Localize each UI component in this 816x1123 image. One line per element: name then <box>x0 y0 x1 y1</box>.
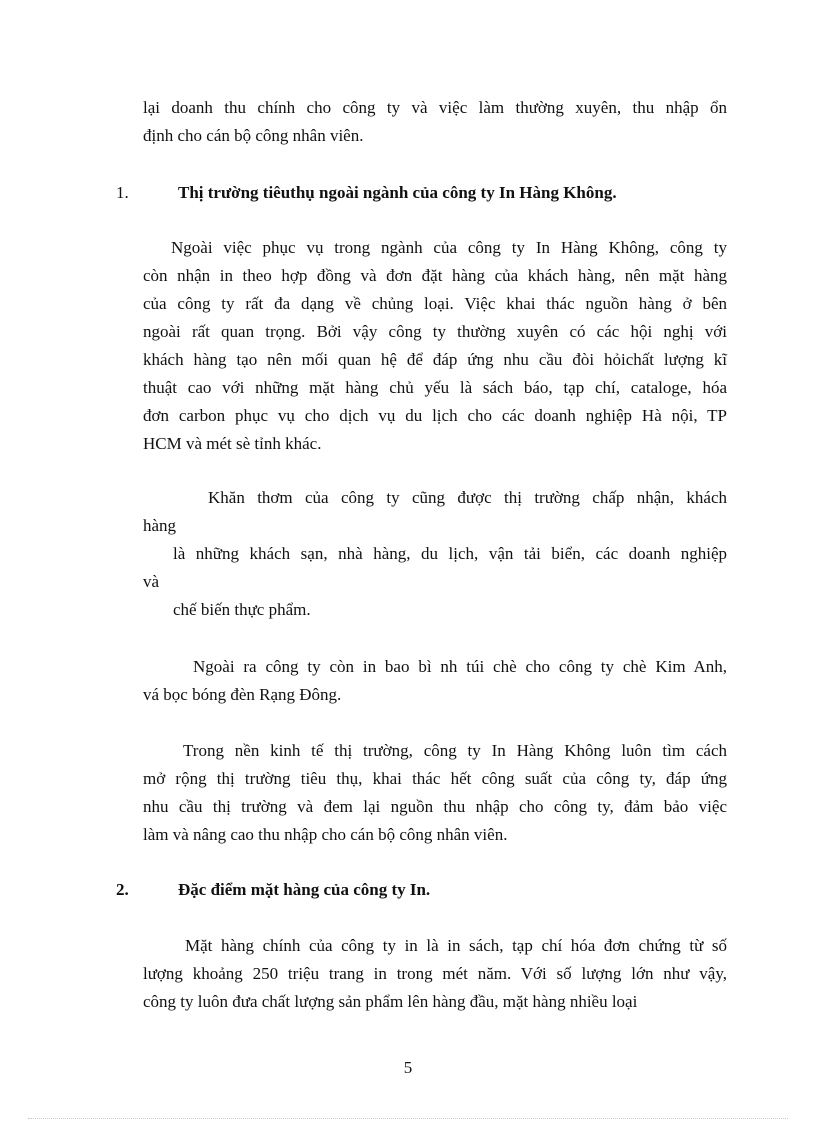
paragraph-line: Khăn thơm của công ty cũng được thị trường chấp nhận, khách <box>208 488 727 507</box>
footer-divider <box>28 1118 788 1119</box>
paragraph-line: mở rộng thị trường tiêu thụ, khai thác hết công suất của công ty, đáp ứng <box>143 769 727 788</box>
paragraph-line: định cho cán bộ công nhân viên. <box>143 126 364 145</box>
paragraph-line: Ngoài việc phục vụ trong ngành của công ty In Hàng Không, công ty <box>171 238 727 257</box>
paragraph-line: Mặt hàng chính của công ty in là in sách, tạp chí hóa đơn chứng từ số <box>185 936 727 955</box>
section-number: 2. <box>116 880 129 899</box>
section-heading: Thị trường tiêuthụ ngoài ngành của công ty In Hàng Không. <box>178 183 617 202</box>
paragraph-line: lại doanh thu chính cho công ty và việc làm thường xuyên, thu nhập ổn <box>143 98 727 117</box>
paragraph-line: của công ty rất đa dạng về chủng loại. Việc khai thác nguồn hàng ở bên <box>143 294 727 313</box>
paragraph-line: thuật cao với những mặt hàng chủ yếu là sách báo, tạp chí, cataloge, hóa <box>143 378 727 397</box>
paragraph-line: làm và nâng cao thu nhập cho cán bộ công nhân viên. <box>143 825 508 844</box>
paragraph-line: nhu cầu thị trường và đem lại nguồn thu nhập cho công ty, đảm bảo việc <box>143 797 727 816</box>
paragraph-line: HCM và mét sè tỉnh khác. <box>143 434 322 453</box>
paragraph-line: hàng <box>143 516 177 535</box>
page-number: 5 <box>403 1058 413 1077</box>
paragraph-line: lượng khoảng 250 triệu trang in trong mét năm. Với số lượng lớn như vậy, <box>143 964 727 983</box>
paragraph-line: khách hàng tạo nên mối quan hệ để đáp ứng nhu cầu đòi hỏichất lượng kĩ <box>143 350 727 369</box>
paragraph-line: Ngoài ra công ty còn in bao bì nh túi chè cho công ty chè Kim Anh, <box>193 657 727 676</box>
paragraph-line: và <box>143 572 160 591</box>
section-heading: Đặc điểm mặt hàng của công ty In. <box>178 880 431 899</box>
paragraph-line: công ty luôn đưa chất lượng sản phẩm lên hàng đầu, mặt hàng nhiều loại <box>143 992 638 1011</box>
section-number: 1. <box>116 183 129 202</box>
paragraph-line: chế biến thực phẩm. <box>173 600 311 619</box>
paragraph-line: Trong nền kinh tế thị trường, công ty In Hàng Không luôn tìm cách <box>183 741 727 760</box>
paragraph-line: vá bọc bóng đèn Rạng Đông. <box>143 685 342 704</box>
paragraph-line: đơn carbon phục vụ cho dịch vụ du lịch cho các doanh nghiệp Hà nội, TP <box>143 406 727 425</box>
paragraph-line: ngoài rất quan trọng. Bởi vậy công ty thường xuyên có các hội nghị với <box>143 322 727 341</box>
paragraph-line: là những khách sạn, nhà hàng, du lịch, vận tải biển, các doanh nghiệp <box>173 544 727 563</box>
paragraph-line: còn nhận in theo hợp đồng và đơn đặt hàng của khách hàng, nên mặt hàng <box>143 266 727 285</box>
